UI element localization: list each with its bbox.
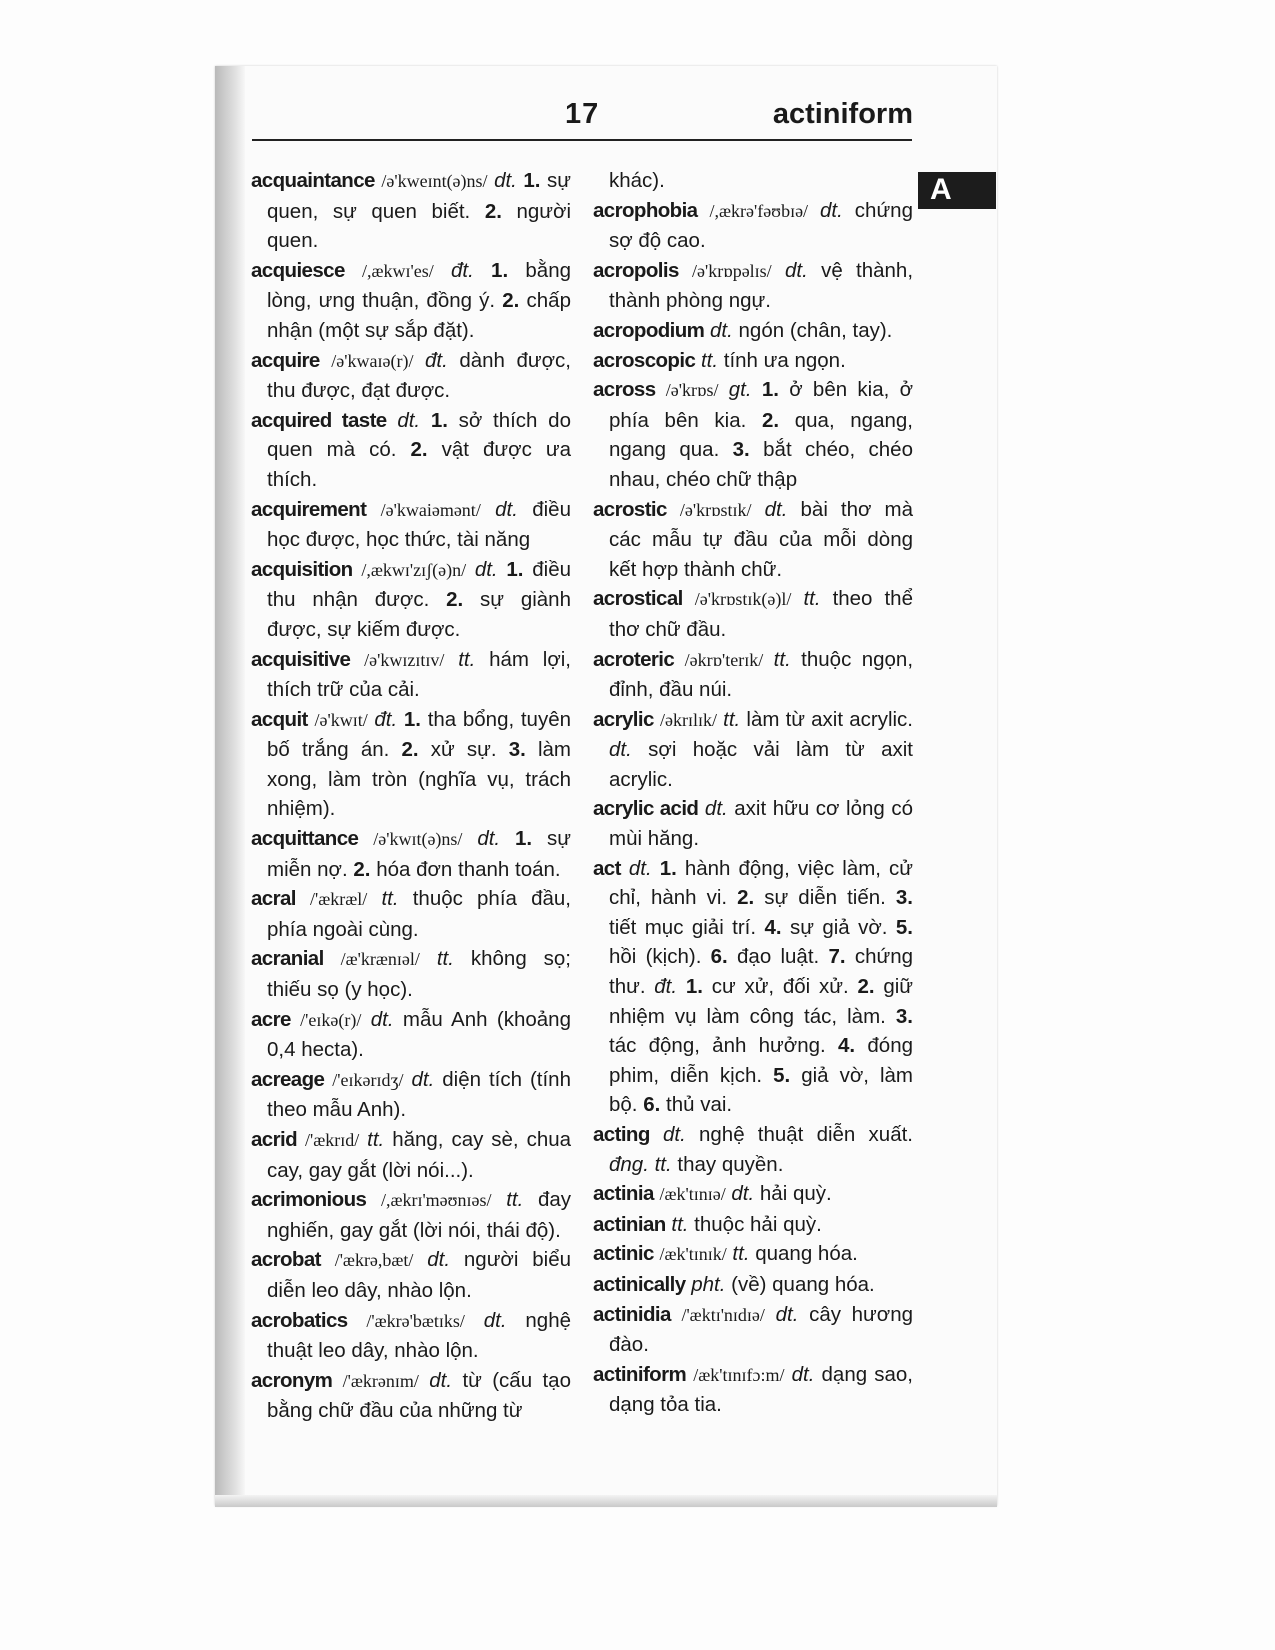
dictionary-entry [593,1120,913,1179]
sense-number: 6. [643,1093,661,1117]
part-of-speech: tt. [506,1188,524,1212]
sense-number: 1. [515,827,533,851]
pronunciation: /'ækræl/ [310,889,368,910]
dictionary-entry [593,316,913,346]
dictionary-entry [251,1366,571,1426]
pronunciation: /'ækrɪd/ [304,1130,360,1150]
pronunciation: /ə'kwɪt(ə)ns/ [373,829,463,850]
definition-text: điều thu nhận được. [267,557,571,612]
sense-number: 5. [895,915,913,939]
dictionary-entry [593,1239,913,1270]
part-of-speech: dt. [477,827,501,851]
pronunciation: /ə'krɒstɪk/ [679,499,752,520]
sense-number: 2. [502,289,520,313]
definition-text: vật được ưa thích. [267,438,571,491]
definition-text: làm xong, làm tròn (nghĩa vụ, trách nhiệm). [267,738,572,821]
definition-text: tha bổng, tuyên bố trắng án. [267,707,571,762]
definition-text: dành được, thu được, đạt được. [267,348,571,403]
part-of-speech: dt. [820,198,843,222]
dictionary-entry [251,1065,571,1125]
dictionary-entry [251,406,571,495]
sense-number: 2. [857,975,875,999]
headword: actinian [593,1212,666,1236]
dictionary-entry [593,645,913,705]
dictionary-entry [251,1125,571,1185]
definition-text: thủ vai. [666,1093,733,1117]
definition-text: ở bên kia, ở phía bên kia. [609,378,914,432]
definition-text: tác động, ảnh hưởng. [609,1034,826,1058]
definition-text: sở thích do quen mà có. [267,408,571,462]
definition-text: không sọ; thiếu sọ (y học). [267,947,571,1002]
headword: acquire [251,348,320,372]
headword: acroteric [593,647,675,671]
pronunciation: /æk'tɪnɪə/ [659,1184,726,1205]
pronunciation: /'eɪkərɪdʒ/ [332,1069,404,1090]
definition-text: tính ưa ngọn. [723,348,846,372]
sense-number: 2. [446,588,464,612]
pronunciation: /əkrɒ'terɪk/ [684,649,764,670]
definition-text: hải quỳ. [759,1182,832,1206]
pronunciation: /'ækrə'bætɪks/ [366,1310,465,1331]
dictionary-entry [251,645,571,705]
definition-text: hành động, việc làm, cử chỉ, hành vi. [609,856,913,910]
definition-text: tiết mục giải trí. [609,915,757,939]
part-of-speech: tt. [436,947,454,971]
part-of-speech: đt. [425,348,448,372]
part-of-speech: đng. tt. [609,1152,672,1176]
definition-text: cư xử, đối xử. [711,975,849,999]
definition-text: thuộc ngọn, đỉnh, đầu núi. [609,647,914,702]
dictionary-entry [593,256,913,316]
part-of-speech: dt. [704,797,728,821]
headword: acrobatics [251,1308,348,1332]
dictionary-entry [593,495,913,585]
definition-text: sự miễn nợ. [267,827,571,881]
definition-text: đay nghiến, gay gắt (lời nói, thái độ). [267,1188,571,1242]
pronunciation: /'ækrə,bæt/ [334,1250,414,1271]
definition-text: dạng sao, dạng tỏa tia. [609,1362,913,1417]
sense-number: 2. [401,738,419,762]
sense-number: 2. [737,886,755,910]
definition-text: bài thơ mà các mẫu tự đầu của mỗi dòng kết hợp thành chữ. [609,497,914,581]
definition-text: giữ nhiệm vụ làm công tác, làm. [609,975,913,1028]
headword: acquiesce [251,258,345,282]
headword: acquit [251,707,308,731]
definition-text: người biểu diễn leo dây, nhào lộn. [267,1248,571,1302]
headword: acquisitive [251,647,351,671]
sense-number: 4. [764,915,782,939]
sense-number: 1. [523,169,541,192]
pronunciation: /əkrɪlɪk/ [659,709,717,730]
sense-number: 3. [895,1004,913,1028]
headword: acroscopic [593,348,696,372]
headword: acrimonious [251,1188,367,1212]
dictionary-entry [593,346,913,376]
sense-number: 2. [353,857,371,881]
sense-number: 1. [659,856,677,880]
definition-text: hồi (kịch). [609,945,702,969]
sense-number: 2. [410,438,428,462]
part-of-speech: dt. [397,408,421,432]
definition-text: qua, ngang, ngang qua. [609,408,913,462]
part-of-speech: tt. [773,647,791,671]
headword: acropodium [593,318,705,342]
part-of-speech: dt. [662,1123,686,1146]
pronunciation: /ə'kwɪzɪtɪv/ [364,649,445,670]
continued-text: khác). [609,169,665,192]
part-of-speech: đt. [374,707,398,731]
sense-number: 3. [508,738,526,762]
definition-text: giả vờ, làm bộ. [609,1063,913,1117]
pronunciation: /ə'krɒs/ [665,380,719,401]
part-of-speech: pht. [691,1272,726,1296]
definition-text: sự quen, sự quen biết. [267,169,571,223]
headword: actinia [593,1182,654,1206]
part-of-speech: dt. [628,856,652,880]
headword: actinidia [593,1302,671,1326]
headword: acquirement [251,497,367,521]
part-of-speech: dt. [791,1362,815,1386]
part-of-speech: đt. [654,975,678,999]
dictionary-entry [593,584,913,644]
dictionary-entry [251,1306,571,1366]
dictionary-entry [251,555,571,645]
definition-text: ngón (chân, tay). [738,318,893,342]
definition-text: hám lợi, thích trữ của cải. [267,647,572,702]
sense-number: 2. [761,408,780,432]
sense-number: 3. [895,886,914,910]
sense-number: 1. [430,408,448,432]
definition-text: nghệ thuật leo dây, nhào lộn. [267,1308,571,1363]
part-of-speech: dt. [429,1368,453,1392]
sense-number: 1. [761,378,779,402]
part-of-speech: dt. [710,318,733,342]
pronunciation: /ə'kwɪt/ [314,709,368,730]
definition-text: xử sự. [430,738,497,762]
headword: actinic [593,1242,654,1266]
definition-text: sự giành được, sự kiếm được. [267,588,571,641]
part-of-speech: dt. [731,1182,755,1206]
headword: acquittance [251,827,359,851]
dictionary-entry [251,1005,571,1065]
dictionary-entry [251,166,571,256]
headword: acranial [251,947,324,971]
part-of-speech: dt. [411,1067,435,1091]
pronunciation: /ə'kwaɪə(r)/ [331,350,414,371]
dictionary-entry [593,854,913,1120]
sense-number: 1. [491,258,509,282]
dictionary-entry [251,824,571,884]
headword: acrylic acid [593,797,699,821]
dictionary-entry [251,495,571,555]
headword: actiniform [593,1362,687,1386]
page-bottom-edge [215,1495,997,1507]
dictionary-entry [593,196,913,256]
pronunciation: /,ækrɪ'məʊnɪəs/ [380,1190,492,1211]
page-binding-shadow [215,66,245,1506]
definition-text: diện tích (tính theo mẫu Anh). [267,1067,571,1122]
part-of-speech: gt. [728,378,752,402]
pronunciation: /,ækwɪ'es/ [362,260,434,281]
pronunciation: /,ækrə'fəʊbɪə/ [709,200,809,221]
running-head: actiniform [772,98,913,130]
part-of-speech: dt. [764,497,788,521]
sense-number: 7. [828,945,846,969]
part-of-speech: dt. [494,169,517,192]
definition-text: bằng lòng, ưng thuận, đồng ý. [267,258,572,313]
headword: acrophobia [593,198,698,222]
definition-text: sợi hoặc vải làm từ axit acrylic. [609,738,913,791]
sense-number: 4. [838,1034,856,1058]
part-of-speech: tt. [723,707,741,731]
definition-text: đạo luật. [737,945,820,969]
definition-text: hăng, cay sè, chua cay, gay gắt (lời nói...). [267,1128,572,1182]
definition-text: chứng sợ độ cao. [609,198,913,253]
definition-text: thay quyền. [677,1152,784,1176]
part-of-speech: dt. [775,1302,799,1326]
headword: acquisition [251,557,353,581]
headword: acting [593,1123,650,1146]
pronunciation: /ə'krɒpəlɪs/ [692,260,772,281]
part-of-speech: dt. [483,1308,507,1332]
pronunciation: /æk'tɪnɪfɔ:m/ [693,1364,785,1385]
pronunciation: /ə'krɒstɪk(ə)l/ [694,589,792,610]
header-rule [252,139,912,141]
pronunciation: /,ækwɪ'zɪʃ(ə)n/ [361,559,467,580]
part-of-speech: dt. [370,1007,394,1031]
dictionary-entry [593,1300,913,1360]
definition-text: từ (cấu tạo bằng chữ đầu của những từ [267,1368,571,1423]
headword: acquaintance [251,169,375,192]
pronunciation: /æk'tɪnɪk/ [659,1244,727,1265]
pronunciation: /æ'krænɪəl/ [340,949,420,970]
definition-text: cây hương đào. [609,1302,914,1357]
part-of-speech: dt. [474,557,498,581]
headword: acral [251,887,296,911]
definition-text: điều học được, học thức, tài năng [267,497,571,552]
dictionary-entry [251,1245,571,1305]
dictionary-entry [251,346,571,406]
definition-text: axit hữu cơ lỏng có mùi hăng. [609,797,914,851]
dictionary-entry [593,1210,913,1240]
sense-number: 1. [685,975,703,999]
sense-number: 6. [710,945,728,969]
definition-text: theo thể thơ chữ đầu. [609,587,913,641]
definition-text: người quen. [267,199,571,253]
right-column [593,166,913,1420]
dictionary-entry [593,1179,913,1210]
pronunciation: /'æktɪ'nɪdɪə/ [681,1304,765,1325]
part-of-speech: dt. [784,258,808,282]
dictionary-entry [251,884,571,944]
dictionary-entry [593,1270,913,1300]
part-of-speech: tt. [381,887,399,911]
headword: acrid [251,1128,297,1151]
definition-text: thuộc hải quỳ. [694,1212,822,1236]
definition-text: đóng phim, diễn kịch. [609,1034,913,1087]
part-of-speech: dt. [427,1248,451,1272]
definition-text: chấp nhận (một sự sắp đặt). [267,289,571,342]
part-of-speech: tt. [458,647,476,671]
headword: acreage [251,1067,325,1091]
definition-text: bắt chéo, chéo nhau, chéo chữ thập [609,438,913,491]
section-thumb-tab [918,172,996,209]
dictionary-entry [251,944,571,1004]
headword: acrostic [593,497,667,521]
dictionary-entry [251,256,571,346]
definition-text: mẫu Anh (khoảng 0,4 hecta). [267,1007,571,1062]
part-of-speech: tt. [700,348,719,372]
sense-number: 1. [506,557,524,581]
definition-text: vệ thành, thành phòng ngự. [609,258,914,313]
headword: acre [251,1007,291,1031]
part-of-speech: dt. [495,497,518,521]
headword: acropolis [593,258,679,282]
definition-text: thuộc phía đầu, phía ngoài cùng. [267,887,571,941]
dictionary-entry [251,1185,571,1245]
pronunciation: /'ækrənɪm/ [342,1370,419,1391]
part-of-speech: tt. [803,587,821,611]
headword: act [593,856,621,880]
sense-number: 5. [773,1063,791,1087]
definition-text: hóa đơn thanh toán. [376,857,561,881]
dictionary-entry [593,705,913,795]
headword: acronym [251,1368,333,1392]
definition-text: chứng thư. [609,945,914,999]
headword: actinically [593,1272,686,1296]
pronunciation: /ə'kweɪnt(ə)ns/ [381,171,488,191]
definition-text: sự giả vờ. [789,915,888,939]
headword: acrobat [251,1248,321,1272]
definition-text: sự diễn tiến. [764,886,886,910]
dictionary-entry [593,1360,913,1420]
headword: across [593,378,656,402]
dictionary-entry [593,375,913,494]
definition-text: quang hóa. [755,1242,858,1266]
pronunciation: /'eɪkə(r)/ [300,1009,362,1030]
definition-text: nghệ thuật diễn xuất. [698,1123,913,1146]
sense-number: 1. [403,707,421,731]
definition-text: làm từ axit acrylic. [746,707,914,731]
left-column [251,166,571,1426]
sense-number: 3. [732,438,750,462]
part-of-speech: tt. [671,1212,689,1236]
definition-text: (về) quang hóa. [731,1272,875,1296]
pronunciation: /ə'kwaiəmənt/ [380,499,481,520]
part-of-speech: tt. [732,1242,750,1266]
headword: acrylic [593,707,654,731]
dictionary-entry [251,705,571,824]
page-number: 17 [565,98,600,130]
headword: acrostical [593,587,683,611]
part-of-speech: dt. [609,738,632,762]
sense-number: 2. [484,199,502,223]
dictionary-entry [593,794,913,853]
part-of-speech: đt. [451,258,474,282]
section-letter: A [930,173,952,206]
part-of-speech: tt. [367,1128,385,1151]
headword: acquired taste [251,408,387,432]
